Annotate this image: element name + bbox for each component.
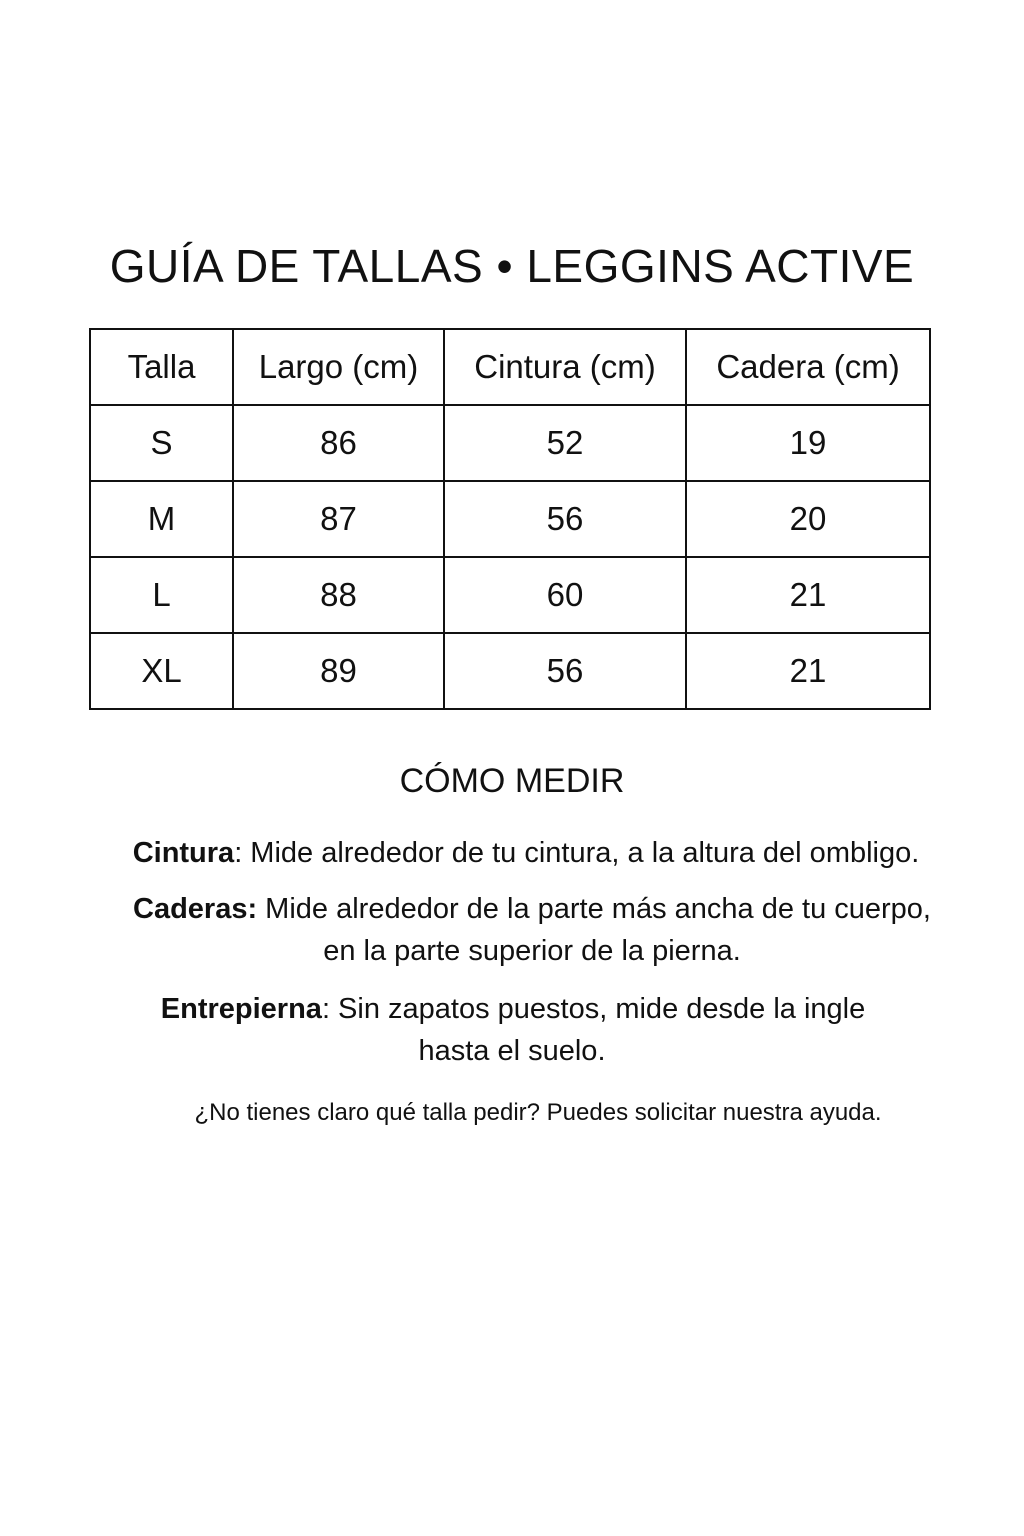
table-row: [90, 633, 930, 709]
table-row: [90, 481, 930, 557]
cell-talla: L: [90, 557, 233, 633]
table-header-row: [90, 329, 930, 405]
header-largo: Largo (cm): [233, 329, 444, 405]
instruction-line: [2, 988, 1024, 1030]
cell-cintura: 56: [444, 481, 686, 557]
cell-cintura: 56: [444, 633, 686, 709]
instruction-entrepierna: [0, 988, 1024, 1072]
cell-cintura: 60: [444, 557, 686, 633]
header-cadera: Cadera (cm): [686, 329, 930, 405]
cell-talla: S: [90, 405, 233, 481]
page-title: GUÍA DE TALLAS • LEGGINS ACTIVE: [109, 240, 915, 292]
text-caderas-line1: Mide alrededor de la parte más ancha de tu cuerpo,: [257, 893, 931, 925]
table-row: [90, 405, 930, 481]
cell-talla: M: [90, 481, 233, 557]
measure-heading: CÓMO MEDIR: [399, 762, 625, 800]
cell-talla: XL: [90, 633, 233, 709]
cell-cadera: 21: [686, 633, 930, 709]
term-cintura: Cintura: [132, 837, 235, 869]
cell-cadera: 21: [686, 557, 930, 633]
cell-largo: 88: [233, 557, 444, 633]
instruction-line: [14, 832, 1024, 874]
header-cintura: Cintura (cm): [444, 329, 686, 405]
text-cintura: : Mide alrededor de tu cintura, a la altura del ombligo.: [234, 837, 920, 869]
cell-largo: 89: [233, 633, 444, 709]
term-entrepierna: Entrepierna: [160, 993, 322, 1025]
table-row: [90, 557, 930, 633]
cell-cadera: 19: [686, 405, 930, 481]
header-talla: Talla: [90, 329, 233, 405]
cell-cadera: 20: [686, 481, 930, 557]
instruction-line: [20, 888, 1024, 930]
size-chart-table: [89, 328, 931, 710]
term-caderas: Caderas:: [133, 893, 258, 925]
text-entrepierna-line1: : Sin zapatos puestos, mide desde la ingle: [321, 993, 866, 1025]
instruction-caderas: [20, 888, 1024, 972]
cell-largo: 86: [233, 405, 444, 481]
text-caderas-line2: en la parte superior de la pierna.: [323, 935, 741, 967]
help-note: ¿No tienes claro qué talla pedir? Puedes solicitar nuestra ayuda.: [194, 1099, 882, 1126]
text-entrepierna-line2: hasta el suelo.: [418, 1035, 606, 1067]
cell-cintura: 52: [444, 405, 686, 481]
cell-largo: 87: [233, 481, 444, 557]
instruction-cintura: [14, 832, 1024, 874]
